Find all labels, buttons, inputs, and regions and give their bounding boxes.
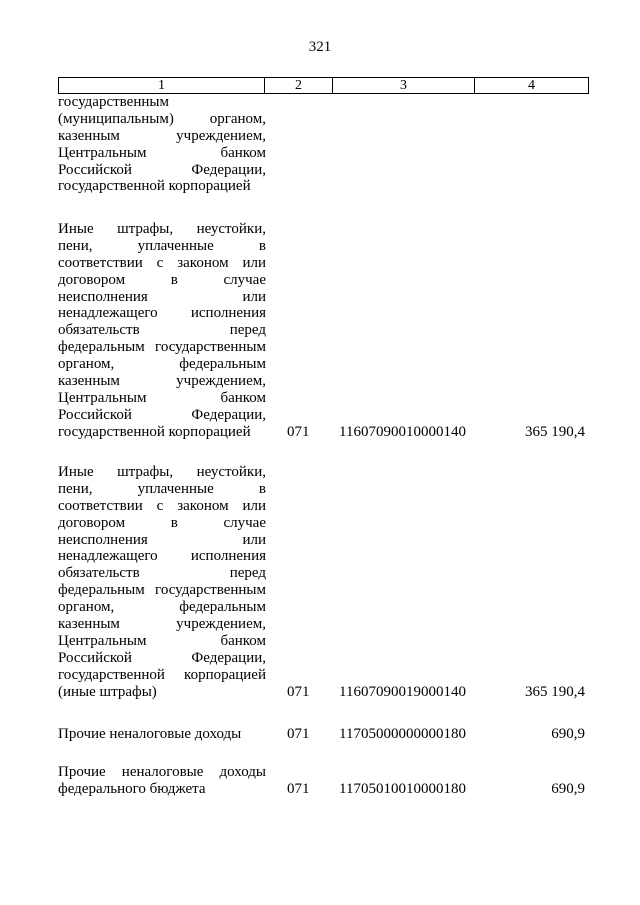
description-line: договором в случае — [58, 271, 266, 288]
description-line: Прочие неналоговые доходы — [58, 764, 266, 780]
column-header-table — [58, 77, 589, 94]
description-line: (иные штрафы) — [58, 683, 157, 700]
description-line: ненадлежащего исполнения — [58, 548, 266, 565]
row-kbk: 11705000000000180 — [339, 726, 466, 742]
description-line: Иные штрафы, неустойки, — [58, 464, 266, 480]
description-line: обязательств перед — [58, 322, 266, 339]
description-line: федеральным государственным — [58, 339, 266, 356]
row-amount: 365 190,4 — [525, 684, 585, 700]
column-header-row — [59, 78, 589, 94]
row-description — [58, 94, 266, 195]
description-line: органом, федеральным — [58, 356, 266, 373]
row-description — [58, 221, 266, 441]
row-code: 071 — [287, 424, 310, 440]
row-kbk: 11705010010000180 — [339, 781, 466, 797]
column-header-2: 2 — [265, 78, 333, 94]
row-kbk: 11607090019000140 — [339, 684, 466, 700]
description-line: пени, уплаченные в — [58, 237, 266, 254]
column-header-1: 1 — [59, 78, 265, 94]
row-code: 071 — [287, 781, 310, 797]
description-line: государственной корпорацией — [58, 178, 251, 195]
description-line: федерального бюджета — [58, 780, 206, 797]
row-kbk: 11607090010000140 — [339, 424, 466, 440]
description-line: (муниципальным) органом, — [58, 110, 266, 127]
description-line: Иные штрафы, неустойки, — [58, 221, 266, 237]
description-line: Центральным банком — [58, 389, 266, 406]
column-header-3: 3 — [333, 78, 475, 94]
description-line: неисполнения или — [58, 531, 266, 548]
description-line: казенным учреждением, — [58, 616, 266, 633]
description-line: пени, уплаченные в — [58, 480, 266, 497]
description-line: Российской Федерации, — [58, 161, 266, 178]
description-line: обязательств перед — [58, 565, 266, 582]
row-description — [58, 464, 266, 700]
row-description — [58, 764, 266, 798]
description-line: Российской Федерации, — [58, 406, 266, 423]
description-line: казенным учреждением, — [58, 127, 266, 144]
description-line: государственным — [58, 94, 169, 110]
row-description — [58, 726, 266, 743]
page-number: 321 — [308, 39, 332, 55]
row-amount: 690,9 — [551, 726, 585, 742]
description-line: Прочие неналоговые доходы — [58, 726, 242, 742]
description-line: федеральным государственным — [58, 582, 266, 599]
description-line: государственной корпорацией — [58, 666, 266, 683]
description-line: органом, федеральным — [58, 599, 266, 616]
row-code: 071 — [287, 726, 310, 742]
row-amount: 690,9 — [551, 781, 585, 797]
description-line: Центральным банком — [58, 144, 266, 161]
description-line: Российской Федерации, — [58, 649, 266, 666]
description-line: государственной корпорацией — [58, 423, 251, 440]
description-line: казенным учреждением, — [58, 373, 266, 390]
description-line: договором в случае — [58, 514, 266, 531]
column-header-4: 4 — [475, 78, 589, 94]
description-line: Центральным банком — [58, 632, 266, 649]
description-line: соответствии с законом или — [58, 254, 266, 271]
row-amount: 365 190,4 — [525, 424, 585, 440]
description-line: ненадлежащего исполнения — [58, 305, 266, 322]
description-line: соответствии с законом или — [58, 497, 266, 514]
row-code: 071 — [287, 684, 310, 700]
description-line: неисполнения или — [58, 288, 266, 305]
